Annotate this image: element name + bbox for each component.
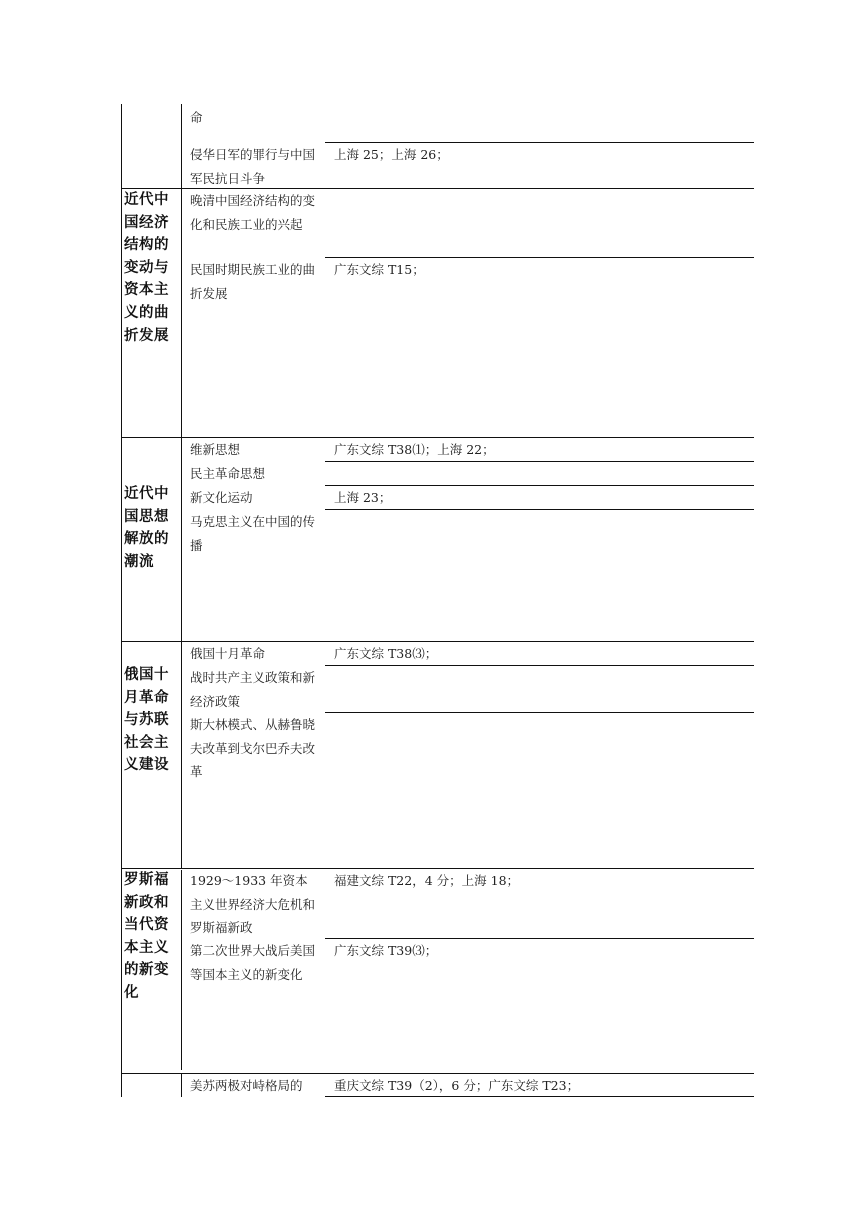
table-left-border — [121, 104, 122, 1097]
topic-cell: 侵华日军的罪行与中国军民抗日斗争 — [190, 147, 316, 186]
exam-cell: 福建文综 T22，4 分；上海 18； — [334, 873, 520, 888]
table-bottom-border — [325, 1096, 754, 1097]
subrow-divider — [325, 938, 754, 939]
subrow-divider — [325, 665, 754, 666]
topic-cell: 战时共产主义政策和新经济政策 — [190, 670, 316, 709]
unit-title: 罗斯福新政和当代资本主义的新变化 — [124, 872, 169, 1001]
topic-cell: 命 — [190, 110, 203, 125]
topic-cell: 民国时期民族工业的曲折发展 — [190, 262, 316, 301]
topic-cell: 马克思主义在中国的传播 — [190, 514, 316, 553]
subrow-divider — [325, 712, 754, 713]
subrow-divider — [325, 142, 754, 143]
table-column-divider — [181, 1073, 182, 1097]
exam-cell: 广东文综 T38⑴；上海 22； — [334, 442, 495, 457]
table-column-divider — [181, 104, 182, 868]
unit-title: 近代中国经济结构的变动与资本主义的曲折发展 — [124, 192, 169, 344]
topic-cell: 民主革命思想 — [190, 466, 266, 481]
topic-cell: 维新思想 — [190, 442, 241, 457]
exam-cell: 重庆文综 T39（2），6 分；广东文综 T23； — [334, 1078, 580, 1093]
exam-cell: 上海 23； — [334, 490, 392, 505]
topic-cell: 俄国十月革命 — [190, 646, 266, 661]
topic-cell: 第二次世界大战后美国等国本主义的新变化 — [190, 943, 316, 982]
topic-cell: 晚清中国经济结构的变化和民族工业的兴起 — [190, 193, 316, 232]
subrow-divider — [325, 257, 754, 258]
topic-cell: 1929～1933 年资本主义世界经济大危机和罗斯福新政 — [190, 873, 316, 935]
exam-cell: 广东文综 T38⑶； — [334, 646, 438, 661]
exam-cell: 上海 25；上海 26； — [334, 147, 449, 162]
exam-cell: 广东文综 T39⑶； — [334, 943, 438, 958]
topic-cell: 新文化运动 — [190, 490, 253, 505]
subrow-divider — [325, 461, 754, 462]
topic-cell: 斯大林模式、从赫鲁晓夫改革到戈尔巴乔夫改革 — [190, 717, 316, 779]
topic-cell: 美苏两极对峙格局的 — [190, 1078, 303, 1093]
unit-title: 俄国十月革命与苏联社会主义建设 — [124, 667, 169, 774]
exam-cell: 广东文综 T15； — [334, 262, 425, 277]
subrow-divider — [325, 509, 754, 510]
unit-title: 近代中国思想解放的潮流 — [124, 486, 169, 570]
table-column-divider — [181, 870, 182, 1070]
subrow-divider — [325, 485, 754, 486]
